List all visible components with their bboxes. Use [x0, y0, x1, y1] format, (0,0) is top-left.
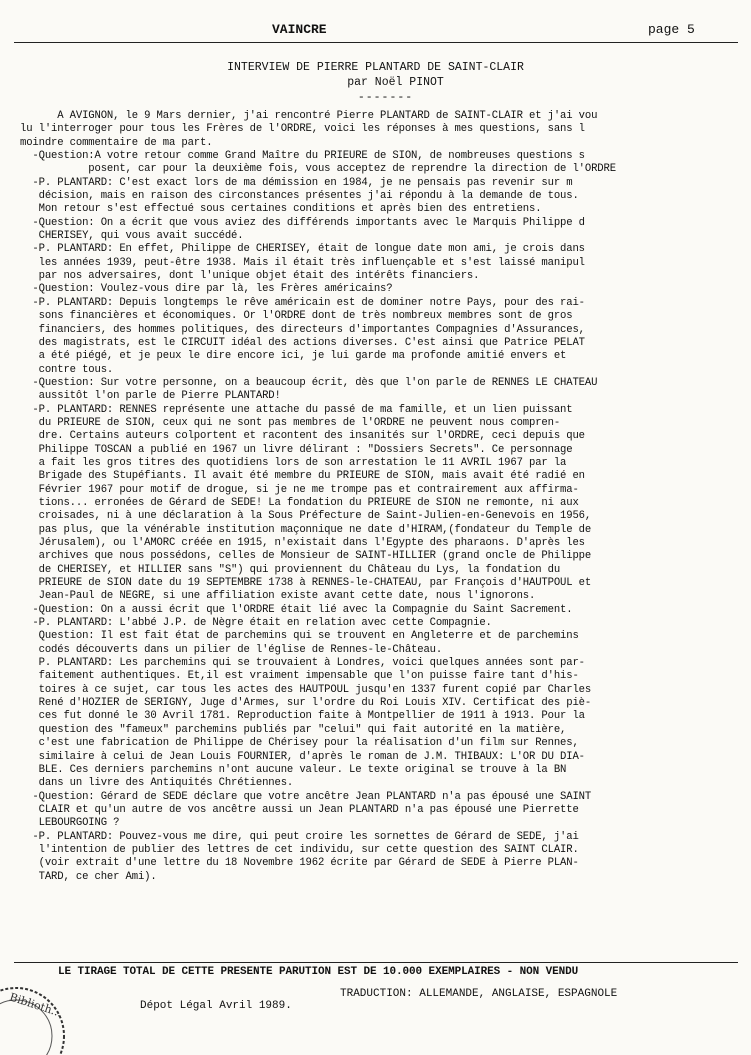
text-line: les années 1939, peut-être 1938. Mais il était très influençable et s'est laissé manipul: [20, 256, 585, 269]
text-line: Jérusalem), ou l'AMORC créée en 1915, n'existait dans l'Egypte des pharaons. D'après les: [20, 537, 585, 549]
text-line: (voir extrait d'une lettre du 18 Novembre 1962 écrite par Gérard de SEDE à Pierre PLAN-: [20, 857, 579, 870]
text-line: codés découverts dans un pilier de l'église de Rennes-le-Château.: [20, 643, 443, 656]
text-line: financiers, des hommes politiques, des directeurs d'importantes Compagnies d'Assurances,: [20, 323, 585, 336]
text-line: ces fut donné le 30 Avril 1781. Reproduction faite à Montpellier de 1911 à 1913. Pour la: [20, 710, 585, 723]
text-line: a fait les gros titres des quotidiens lors de son arrestation le 11 AVRIL 1967 par la: [20, 456, 567, 469]
stamp-text: Biblioth...: [7, 990, 64, 1020]
text-line: des magistrats, est le CIRCUIT idéal des actions diverses. C'est ainsi que Patrice PELAT: [20, 336, 585, 349]
text-line: tions... erronées de Gérard de SEDE! La fondation du PRIEURE de SION ne remonte, ni aux: [20, 496, 579, 509]
text-line: TARD, ce cher Ami).: [20, 870, 157, 883]
text-line: moindre commentaire de ma part.: [20, 136, 213, 149]
text-line: -P. PLANTARD: Pouvez-vous me dire, qui peut croire les sornettes de Gérard de SEDE, j'ai: [20, 830, 579, 843]
text-line: question des "fameux" parchemins publiés par "celui" qui fait autorité en la matière,: [20, 723, 567, 736]
text-line: -Question: On a aussi écrit que l'ORDRE était lié avec la Compagnie du Saint Sacrement.: [20, 603, 573, 616]
text-line: Mon retour s'est effectué sous certaines conditions et après bien des entretiens.: [20, 203, 542, 216]
text-line: -Question: On a écrit que vous aviez des différends importants avec le Marquis Philippe d: [20, 216, 585, 229]
text-line: A AVIGNON, le 9 Mars dernier, j'ai rencontré Pierre PLANTARD de SAINT-CLAIR et j'ai vou: [20, 110, 598, 122]
text-line: Février 1967 pour motif de drogue, si je ne me trompe pas et contrairement aux affirma-: [20, 483, 579, 496]
page-number: page 5: [648, 22, 695, 37]
newsletter-title: VAINCRE: [272, 22, 327, 37]
title-separator: -------: [357, 91, 414, 104]
text-line: -Question: Voulez-vous dire par là, les Frères américains?: [20, 283, 393, 296]
text-line: CLAIR et qu'un autre de vos ancêtre aussi un Jean PLANTARD n'a pas épousé une Pierrette: [20, 803, 579, 816]
text-line: l'intention de publier des lettres de cet individu, sur cette question des SAINT CLAIR.: [20, 843, 579, 856]
text-line: faitement authentiques. Et,il est vraiment impensable que l'on puisse faire tant d'his-: [20, 670, 579, 683]
text-line: par nos adversaires, dont l'unique objet était des intérêts financiers.: [20, 270, 480, 283]
text-line: a été piégé, et je peux le dire encore ici, je lui garde ma profonde amitié envers et: [20, 350, 567, 363]
article-body: [20, 110, 740, 884]
text-line: lu l'interroger pour tous les Frères de l'ORDRE, voici les réponses à mes questions, sans l: [20, 123, 585, 136]
text-line: -Question: Sur votre personne, on a beaucoup écrit, dès que l'on parle de RENNES LE CHATEAU: [20, 376, 598, 389]
text-line: -Question:A votre retour comme Grand Maître du PRIEURE de SION, de nombreuses questions s: [20, 150, 585, 163]
text-line: -P. PLANTARD: Depuis longtemps le rêve américain est de dominer notre Pays, pour des rai-: [20, 296, 585, 309]
text-line: Jean-Paul de NEGRE, si une affiliation existe avant cette date, nous l'ignorons.: [20, 590, 536, 603]
print-run-notice: LE TIRAGE TOTAL DE CETTE PRESENTE PARUTION EST DE 10.000 EXEMPLAIRES - NON VENDU: [58, 966, 579, 978]
text-line: Philippe TOSCAN a publié en 1967 un livre délirant : "Dossiers Secrets". Ce personnage: [20, 443, 573, 456]
text-line: de CHERISEY, et HILLIER sans "S") qui proviennent du Château du Lys, la fondation du: [20, 563, 561, 576]
footer-rule: [14, 962, 738, 963]
text-line: sons financières et économiques. Or l'ORDRE dont de très nombreux membres sont de gros: [20, 310, 573, 323]
text-line: aussitôt l'on parle de Pierre PLANTARD!: [20, 390, 281, 403]
translation-notice: TRADUCTION: ALLEMANDE, ANGLAISE, ESPAGNOLE: [340, 988, 618, 1000]
text-line: c'est une fabrication de Philippe de Chérisey pour la réalisation d'un film sur Rennes,: [20, 737, 579, 750]
text-line: Brigade des Stupéfiants. Il avait été membre du PRIEURE de SION, mais avait été radié en: [20, 470, 585, 483]
text-line: décision, mais en raison des circonstances présentes j'ai répondu à la demande de tous.: [20, 190, 579, 203]
text-line: dans un livre des Antiquités Chrétiennes.: [20, 777, 294, 790]
text-line: -P. PLANTARD: En effet, Philippe de CHERISEY, était de longue date mon ami, je crois dans: [20, 243, 585, 256]
text-line: LEBOURGOING ?: [20, 817, 120, 830]
text-line: -P. PLANTARD: L'abbé J.P. de Nègre était en relation avec cette Compagnie.: [20, 617, 492, 630]
text-line: similaire à celui de Jean Louis FOURNIER, d'après le roman de J.M. THIBAUX: L'OR DU DIA-: [20, 750, 585, 763]
text-line: toires à ce sujet, car tous les actes des HAUTPOUL jusqu'en 1337 furent copié par Charles: [20, 683, 592, 696]
article-title: INTERVIEW DE PIERRE PLANTARD DE SAINT-CLAIR: [227, 61, 524, 74]
text-line: croisades, ni à une déclaration à la Sous Préfecture de Saint-Julien-en-Genevois en 1956,: [20, 510, 592, 523]
text-line: BLE. Ces derniers parchemins n'ont aucune valeur. Le texte original se trouve à la BN: [20, 763, 567, 776]
text-line: posent, car pour la deuxième fois, vous acceptez de reprendre la direction de l'ORDRE: [20, 163, 616, 176]
article-byline: par Noël PINOT: [347, 76, 444, 89]
text-line: -P. PLANTARD: C'est exact lors de ma démission en 1984, je ne pensais pas revenir sur m: [20, 176, 573, 189]
header-rule: [14, 42, 738, 43]
library-stamp: [0, 982, 70, 1055]
legal-deposit: Dépot Légal Avril 1989.: [140, 1000, 292, 1012]
text-line: dre. Certains auteurs colportent et racontent des insanités sur l'ORDRE, ceci depuis que: [20, 430, 585, 443]
text-line: PRIEURE de SION date du 19 SEPTEMBRE 1738 à RENNES-le-CHATEAU, par François d'HAUTPOUL et: [20, 577, 592, 590]
text-line: P. PLANTARD: Les parchemins qui se trouvaient à Londres, voici quelques années sont par-: [20, 657, 585, 670]
text-line: pas plus, que la vénérable institution maçonnique ne date d'HIRAM,(fondateur du Temple de: [20, 523, 592, 536]
text-line: CHERISEY, qui vous avait succédé.: [20, 230, 244, 243]
text-line: du PRIEURE de SION, ceux qui ne sont pas membres de l'ORDRE ne peuvent nous compren-: [20, 416, 561, 429]
text-line: -Question: Gérard de SEDE déclare que votre ancêtre Jean PLANTARD n'a pas épousé une SAINT: [20, 790, 592, 803]
text-line: archives que nous possédons, celles de Monsieur de SAINT-HILLIER (grand oncle de Philippe: [20, 550, 592, 563]
text-line: René d'HOZIER de SERIGNY, Juge d'Armes, sur l'ordre du Roi Louis XIV. Certificat des piè-: [20, 697, 592, 710]
text-line: -P. PLANTARD: RENNES représente une attache du passé de ma famille, et un lien puissant: [20, 403, 573, 416]
article-heading: [0, 60, 751, 105]
text-line: Question: Il est fait état de parchemins qui se trouvent en Angleterre et de parchemins: [20, 630, 579, 643]
text-line: contre tous.: [20, 363, 114, 376]
